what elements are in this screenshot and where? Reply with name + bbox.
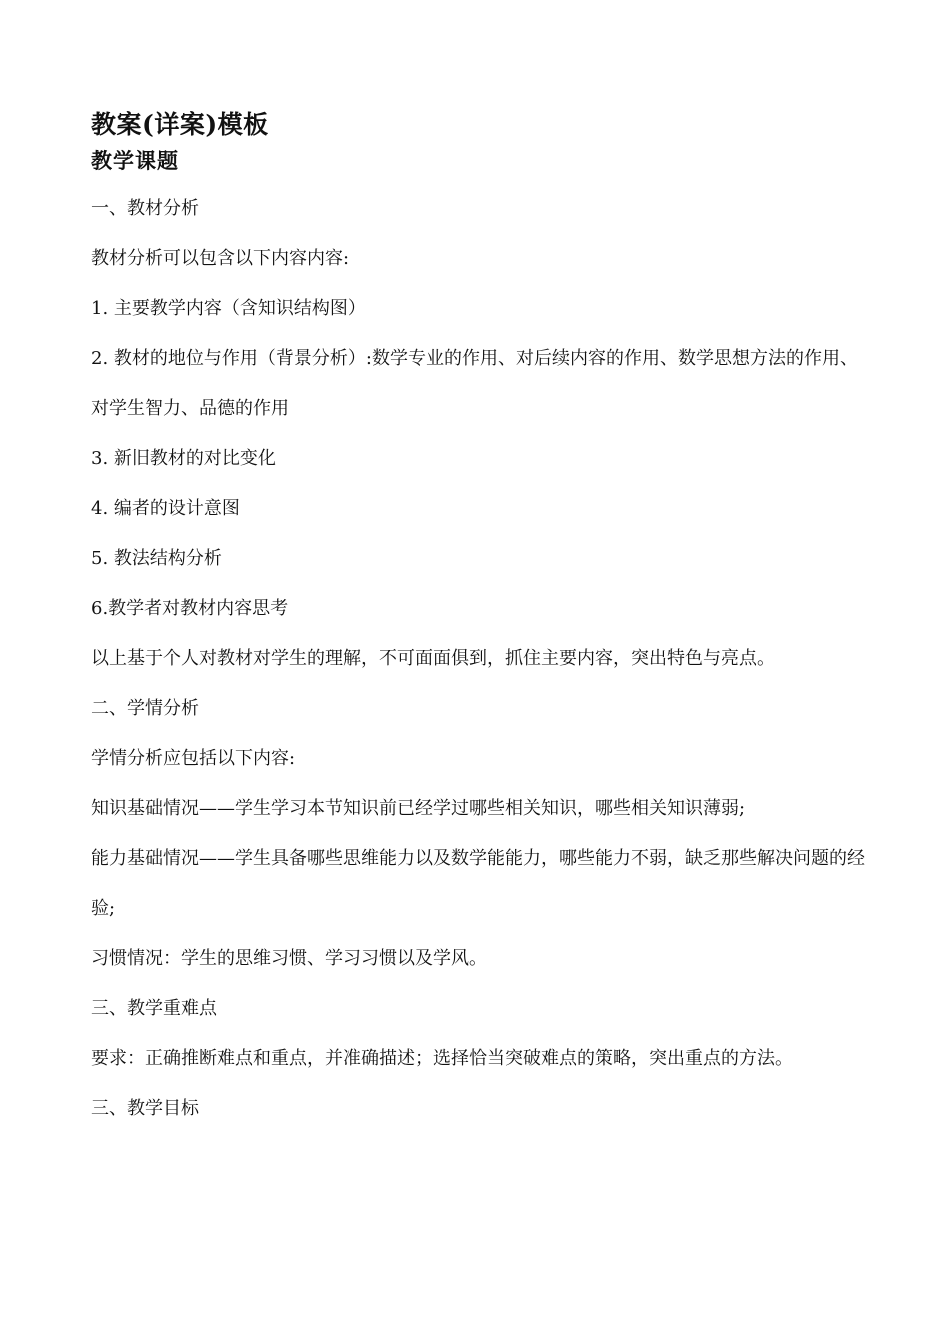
list-item: 3. 新旧教材的对比变化	[91, 448, 276, 469]
list-item: 4. 编者的设计意图	[91, 498, 240, 519]
paragraph: 要求：正确推断难点和重点，并准确描述；选择恰当突破难点的策略，突出重点的方法。	[91, 1048, 793, 1069]
paragraph: 知识基础情况——学生学习本节知识前已经学过哪些相关知识，哪些相关知识薄弱;	[91, 798, 746, 819]
list-item: 1. 主要教学内容（含知识结构图）	[91, 298, 366, 319]
section-heading-teaching-goals: 三、教学目标	[91, 1098, 199, 1119]
paragraph: 习惯情况：学生的思维习惯、学习习惯以及学风。	[91, 948, 487, 969]
section-heading-textbook-analysis: 一、教材分析	[91, 198, 199, 219]
paragraph: 能力基础情况——学生具备哪些思维能力以及数学能能力，哪些能力不弱，缺乏那些解决问题的经验;	[91, 848, 865, 919]
paragraph: 学情分析应包括以下内容:	[91, 748, 296, 769]
document-body	[91, 106, 871, 1134]
list-item: 6.教学者对教材内容思考	[91, 598, 289, 619]
lesson-topic-heading: 教学课题	[91, 148, 179, 173]
paragraph: 以上基于个人对教材对学生的理解，不可面面俱到，抓住主要内容，突出特色与亮点。	[91, 648, 775, 669]
section-heading-student-analysis: 二、学情分析	[91, 698, 199, 719]
list-item: 5. 教法结构分析	[91, 548, 222, 569]
list-item: 2. 教材的地位与作用（背景分析）:数学专业的作用、对后续内容的作用、数学思想方法的作用、对学生智力、品德的作用	[91, 348, 858, 419]
section-heading-key-points: 三、教学重难点	[91, 998, 217, 1019]
document-title: 教案(详案)模板	[91, 110, 269, 139]
paragraph: 教材分析可以包含以下内容内容:	[91, 248, 350, 269]
